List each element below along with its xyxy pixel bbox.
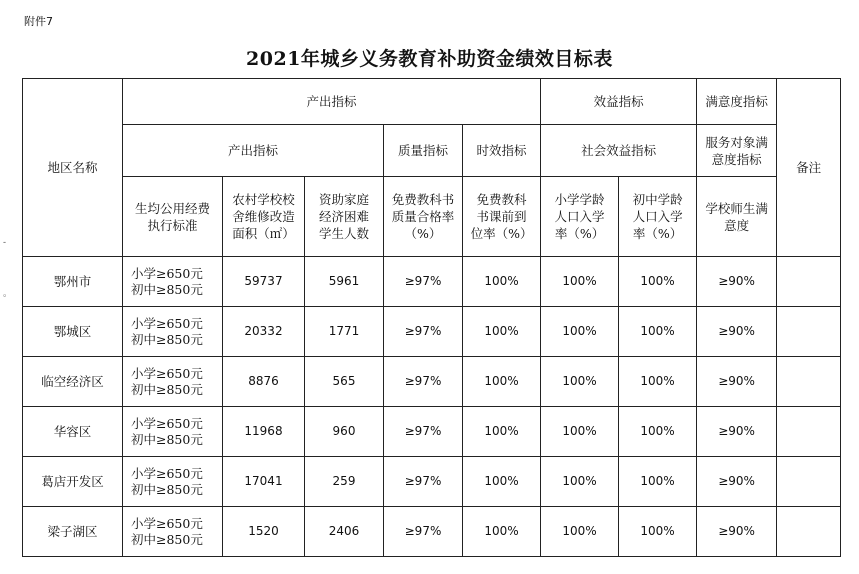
cell-region: 鄂城区 [23, 307, 123, 357]
document-title: 2021年城乡义务教育补助资金绩效目标表 [246, 48, 613, 70]
cell-satisfaction: ≥90% [697, 407, 777, 457]
cell-textbook-quality: ≥97% [384, 507, 463, 557]
cell-primary-enrollment: 100% [541, 407, 619, 457]
cell-textbook-timely: 100% [463, 407, 541, 457]
cell-remarks [777, 457, 841, 507]
cell-aided-students: 1771 [305, 307, 384, 357]
header-quality: 质量指标 [384, 125, 463, 177]
table-row [23, 507, 841, 557]
cell-region: 临空经济区 [23, 357, 123, 407]
cell-repair-area: 17041 [223, 457, 305, 507]
table-row [23, 457, 841, 507]
cell-funding-standard: 小学≥650元 初中≥850元 [123, 357, 223, 407]
header-output-top: 产出指标 [123, 79, 541, 125]
table-row [23, 407, 841, 457]
cell-funding-standard: 小学≥650元 初中≥850元 [123, 457, 223, 507]
cell-aided-students: 259 [305, 457, 384, 507]
header-social-benefit: 社会效益指标 [541, 125, 697, 177]
cell-textbook-quality: ≥97% [384, 357, 463, 407]
cell-region: 鄂州市 [23, 257, 123, 307]
col-header-repair-area: 农村学校校 舍维修改造 面积（㎡） [223, 177, 305, 257]
cell-primary-enrollment: 100% [541, 507, 619, 557]
cell-repair-area: 1520 [223, 507, 305, 557]
cell-satisfaction: ≥90% [697, 457, 777, 507]
cell-remarks [777, 257, 841, 307]
cell-funding-standard: 小学≥650元 初中≥850元 [123, 257, 223, 307]
attachment-label: 附件7 [24, 15, 53, 28]
table-row [23, 357, 841, 407]
cell-satisfaction: ≥90% [697, 357, 777, 407]
header-output-sub: 产出指标 [123, 125, 384, 177]
table-row [23, 307, 841, 357]
cell-repair-area: 11968 [223, 407, 305, 457]
margin-mark: 。 [3, 289, 13, 299]
cell-remarks [777, 407, 841, 457]
cell-textbook-timely: 100% [463, 357, 541, 407]
header-service-satisfaction: 服务对象满 意度指标 [697, 125, 777, 177]
col-header-junior-enrollment: 初中学龄 人口入学 率（%） [619, 177, 697, 257]
cell-junior-enrollment: 100% [619, 407, 697, 457]
col-header-funding-standard: 生均公用经费 执行标准 [123, 177, 223, 257]
cell-aided-students: 5961 [305, 257, 384, 307]
cell-funding-standard: 小学≥650元 初中≥850元 [123, 507, 223, 557]
col-header-primary-enrollment: 小学学龄 人口入学 率（%） [541, 177, 619, 257]
cell-region: 华容区 [23, 407, 123, 457]
cell-funding-standard: 小学≥650元 初中≥850元 [123, 407, 223, 457]
cell-satisfaction: ≥90% [697, 507, 777, 557]
cell-textbook-quality: ≥97% [384, 457, 463, 507]
cell-primary-enrollment: 100% [541, 357, 619, 407]
cell-aided-students: 565 [305, 357, 384, 407]
col-header-satisfaction: 学校师生满 意度 [697, 177, 777, 257]
cell-textbook-timely: 100% [463, 307, 541, 357]
cell-repair-area: 20332 [223, 307, 305, 357]
cell-junior-enrollment: 100% [619, 457, 697, 507]
cell-satisfaction: ≥90% [697, 307, 777, 357]
cell-region: 梁子湖区 [23, 507, 123, 557]
cell-textbook-quality: ≥97% [384, 307, 463, 357]
margin-mark: - [3, 238, 7, 248]
cell-satisfaction: ≥90% [697, 257, 777, 307]
cell-textbook-timely: 100% [463, 257, 541, 307]
header-satisfaction-top: 满意度指标 [697, 79, 777, 125]
col-header-aided-students: 资助家庭 经济困难 学生人数 [305, 177, 384, 257]
cell-junior-enrollment: 100% [619, 357, 697, 407]
col-header-textbook-quality: 免费教科书 质量合格率 （%） [384, 177, 463, 257]
header-timeliness: 时效指标 [463, 125, 541, 177]
cell-remarks [777, 357, 841, 407]
cell-remarks [777, 307, 841, 357]
table-row [23, 257, 841, 307]
cell-aided-students: 960 [305, 407, 384, 457]
cell-funding-standard: 小学≥650元 初中≥850元 [123, 307, 223, 357]
cell-junior-enrollment: 100% [619, 257, 697, 307]
cell-textbook-timely: 100% [463, 507, 541, 557]
cell-primary-enrollment: 100% [541, 307, 619, 357]
cell-remarks [777, 507, 841, 557]
cell-textbook-timely: 100% [463, 457, 541, 507]
cell-primary-enrollment: 100% [541, 457, 619, 507]
performance-table [22, 78, 841, 557]
cell-repair-area: 8876 [223, 357, 305, 407]
cell-region: 葛店开发区 [23, 457, 123, 507]
cell-aided-students: 2406 [305, 507, 384, 557]
cell-textbook-quality: ≥97% [384, 407, 463, 457]
cell-textbook-quality: ≥97% [384, 257, 463, 307]
header-region: 地区名称 [23, 79, 123, 257]
cell-junior-enrollment: 100% [619, 307, 697, 357]
cell-junior-enrollment: 100% [619, 507, 697, 557]
header-benefit-top: 效益指标 [541, 79, 697, 125]
header-remarks: 备注 [777, 79, 841, 257]
col-header-textbook-timely: 免费教科 书课前到 位率（%） [463, 177, 541, 257]
cell-primary-enrollment: 100% [541, 257, 619, 307]
cell-repair-area: 59737 [223, 257, 305, 307]
